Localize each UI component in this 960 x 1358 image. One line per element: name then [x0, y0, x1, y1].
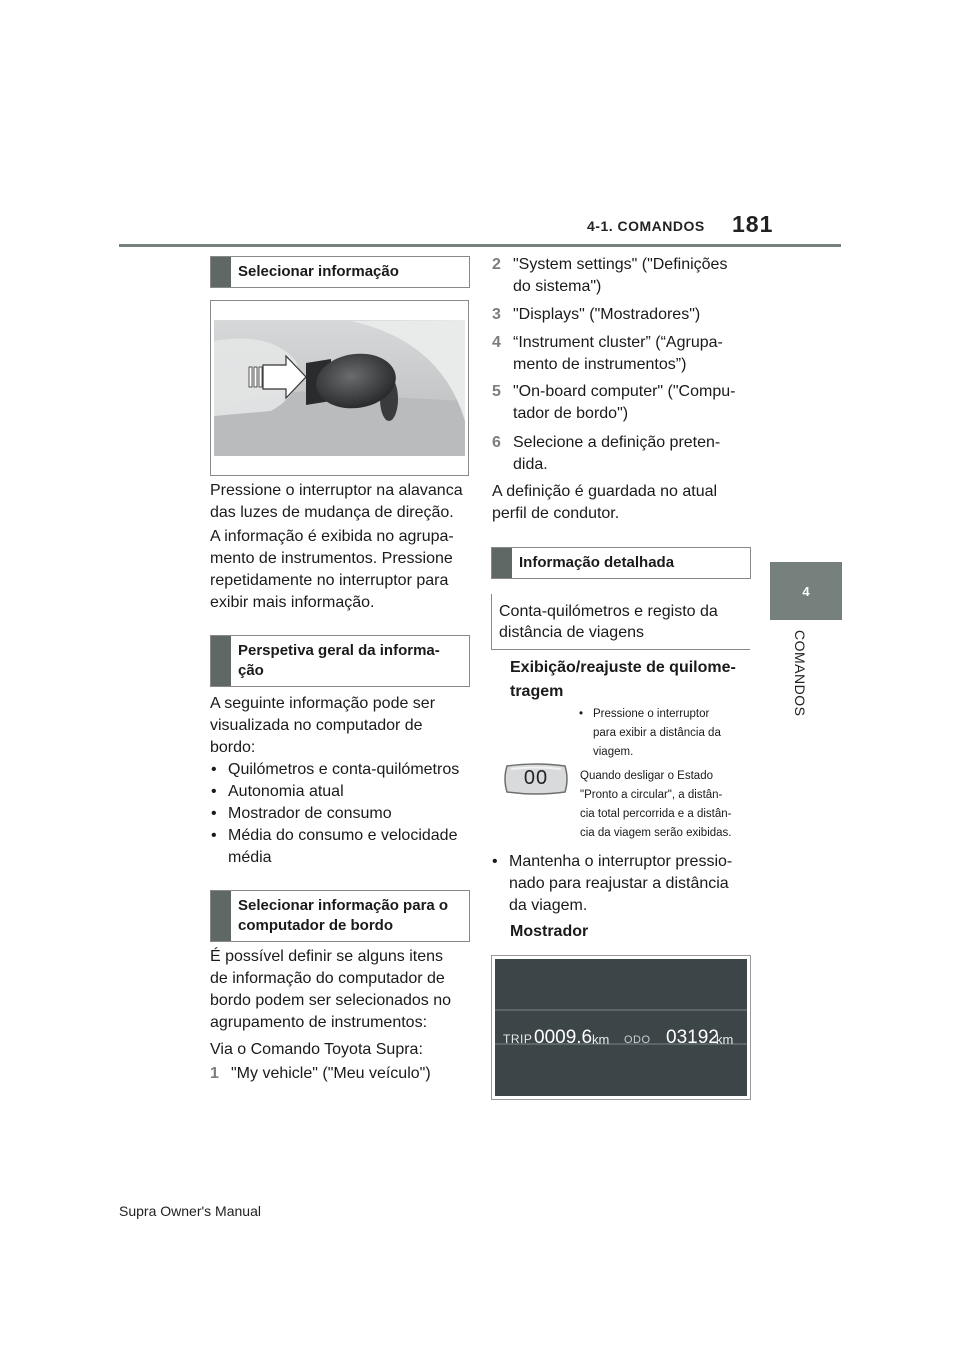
stalk-illustration [210, 300, 469, 476]
section-box-title: Selecionar informação [238, 263, 399, 280]
list-item: • Mostrador de consumo [211, 805, 392, 822]
section-box-select-info [210, 256, 470, 288]
subheading-trip-reset: Exibição/reajuste de quilome- tragem [510, 659, 736, 700]
section-box-title: Selecionar informação para o computador de bordo [238, 897, 449, 934]
section-box-select-computer [210, 890, 470, 942]
header-rule [119, 244, 841, 247]
note-press-switch: • Pressione o interruptor para exibir a distância da viagem. [579, 708, 721, 758]
cluster-display-figure [491, 955, 751, 1100]
odo-value: 03192 [666, 1027, 719, 1048]
list-item: • Autonomia atual [211, 783, 344, 800]
section-box-detailed-info [491, 547, 751, 579]
list-item-hold-switch: • Mantenha o interruptor pressio- nado para reajustar a distância da viagem. [492, 853, 733, 914]
subheading-display: Mostrador [510, 923, 589, 940]
step-5: 5 "On-board computer" ("Compu- tador de bordo") [492, 383, 736, 422]
section-box-overview [210, 635, 470, 687]
step-2: 2 "System settings" ("Definições do sistema") [492, 256, 728, 295]
step-3: 3 "Displays" ("Mostradores") [492, 306, 701, 323]
trip-label: TRIP [503, 1032, 533, 1046]
list-item: • Quilómetros e conta-quilómetros [211, 761, 460, 778]
step-4: 4 “Instrument cluster” (“Agrupa- mento de instrumentos”) [492, 334, 723, 373]
section-title: 4-1. COMANDOS [587, 218, 705, 234]
step-6: 6 Selecione a definição preten- dida. [492, 434, 721, 473]
chapter-tab-number: 4 [802, 584, 810, 599]
paragraph-possible-define: É possível definir se alguns itens de informação do computador de bordo podem ser selecionados no agrupamento de instrumentos: [210, 948, 452, 1031]
trip-reset-button-icon: 00 [503, 762, 569, 796]
paragraph-following-info: A seguinte informação pode ser visualizada no computador de bordo: [210, 695, 436, 756]
section-box-title: Informação detalhada [519, 554, 675, 571]
odo-unit: km [716, 1032, 734, 1047]
paragraph-info-displayed: A informação é exibida no agrupa- mento de instrumentos. Pressione repetidamente no interruptor para exibir mais informação. [210, 528, 454, 611]
cluster-display-screen [495, 959, 747, 1096]
subsection-box: Conta-quilómetros e registo da distância de viagens [491, 594, 750, 650]
paragraph-setting-saved: A definição é guardada no atual perfil de condutor. [492, 483, 718, 522]
footer-manual-title: Supra Owner's Manual [119, 1203, 261, 1219]
trip-value: 0009.6 [534, 1027, 593, 1048]
section-box-title: Perspetiva geral da informa- ção [238, 642, 440, 679]
step-1: 1 "My vehicle" ("Meu veículo") [210, 1065, 431, 1082]
paragraph-via-controller: Via o Comando Toyota Supra: [210, 1041, 423, 1058]
note-switch-off: Quando desligar o Estado "Pronto a circular", a distân- cia total percorrida e a distân- cia da viagem serão exibidas. [580, 770, 732, 839]
odo-label: ODO [624, 1034, 651, 1046]
chapter-tab-label: COMANDOS [792, 630, 808, 717]
list-item: • Média do consumo e velocidade média [211, 827, 458, 866]
paragraph-press-switch: Pressione o interruptor na alavanca das luzes de mudança de direção. [210, 482, 463, 521]
trip-unit: km [592, 1032, 610, 1047]
page-number: 181 [732, 211, 774, 237]
